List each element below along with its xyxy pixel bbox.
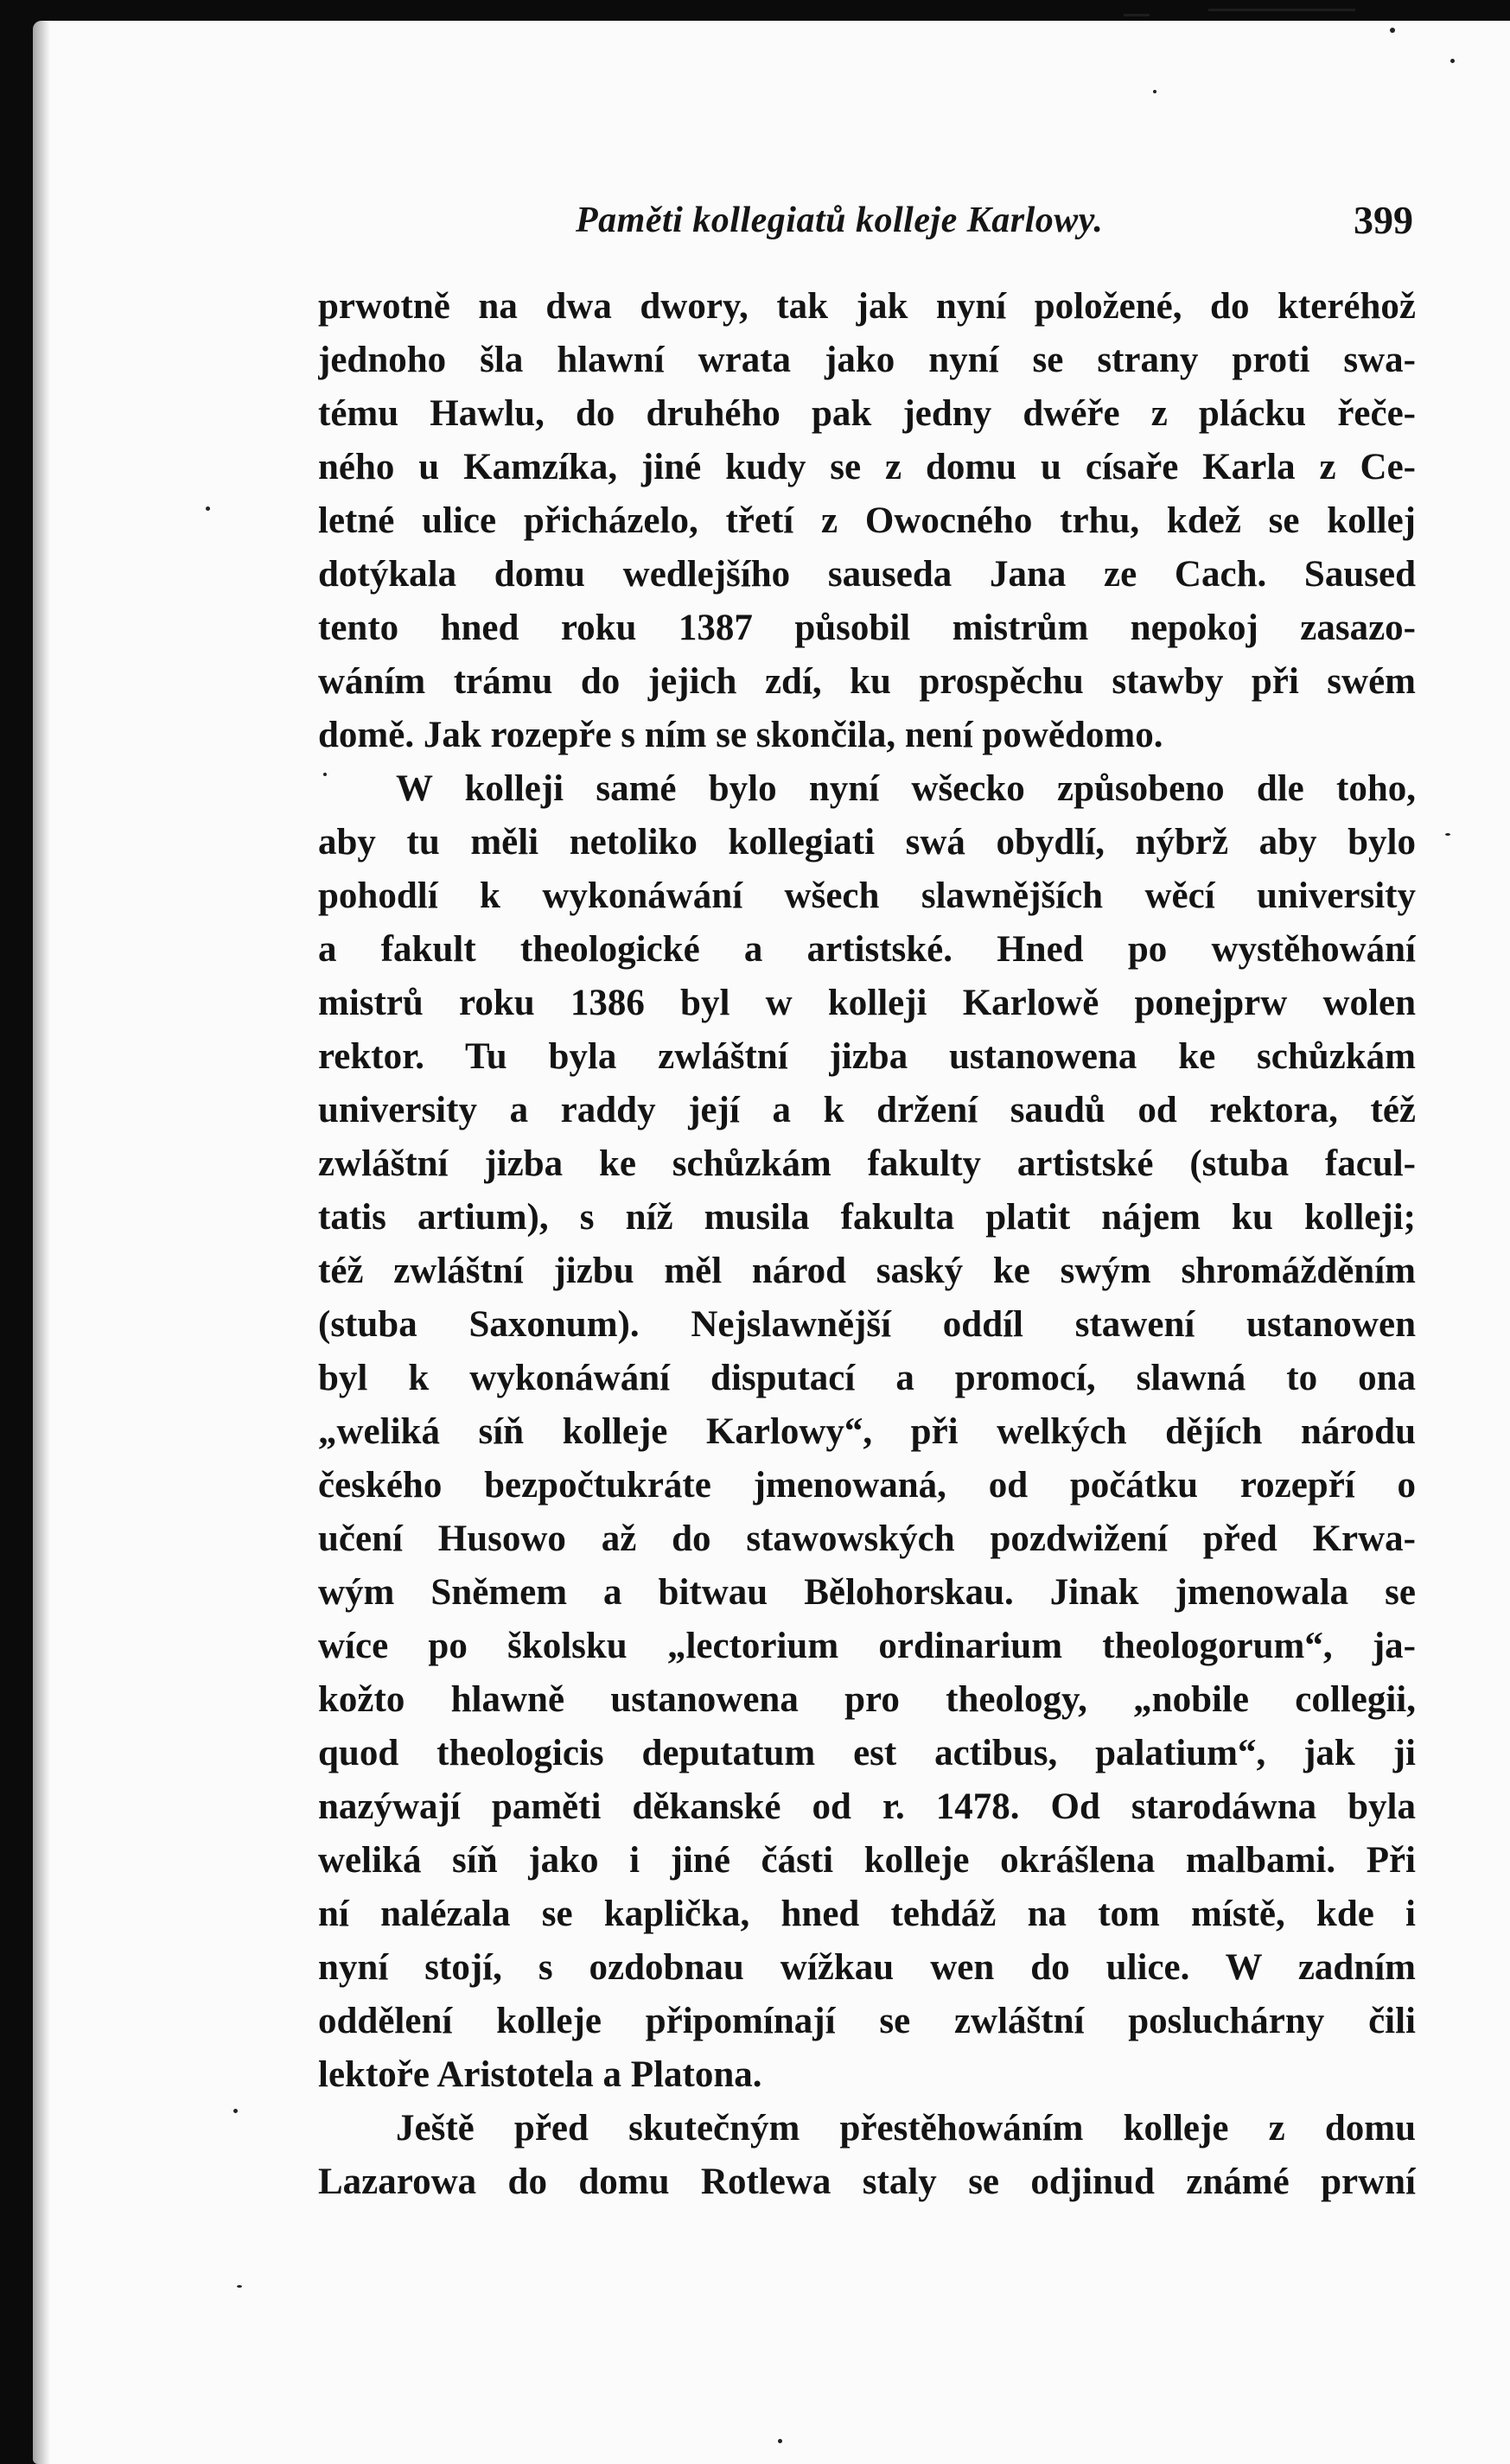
text-line: nazýwají paměti děkanské od r. 1478. Od starodáwna byla [318, 1786, 1416, 1827]
text-line: quod theologicis deputatum est actibus, palatium“, jak ji [318, 1733, 1416, 1773]
text-line: mistrů roku 1386 byl w kolleji Karlowě ponejprw wolen [318, 983, 1416, 1023]
scan-speck [1450, 59, 1455, 63]
scan-speck [206, 506, 210, 511]
scan-speck [778, 2439, 782, 2443]
text-line: učení Husowo až do stawowských pozdwižení před Krwa- [318, 1519, 1416, 1559]
text-line: pohodlí k wykonáwání wšech slawnějších wěcí university [318, 875, 1416, 916]
paragraph-start-line: Ještě před skutečným přestěhowáním kolleje z domu [396, 2108, 1416, 2149]
text-line: též zwláštní jizbu měl národ saský ke swým shromážděním [318, 1251, 1416, 1291]
scan-speck [1445, 833, 1450, 836]
text-line: nyní stojí, s ozdobnau wížkau wen do ulice. W zadním [318, 1947, 1416, 1988]
scan-speck [1390, 28, 1395, 33]
body-text [318, 280, 1416, 2209]
text-line: Lazarowa do domu Rotlewa staly se odjinud známé prwní [318, 2162, 1416, 2202]
text-line: byl k wykonáwání disputací a promocí, slawná to ona [318, 1358, 1416, 1398]
page-header [33, 190, 1510, 251]
text-line: ného u Kamzíka, jiné kudy se z domu u císaře Karla z Ce- [318, 447, 1416, 487]
text-line: university a raddy její a k držení saudů od rektora, též [318, 1090, 1416, 1130]
text-line: ní nalézala se kaplička, hned tehdáž na tom místě, kde i [318, 1894, 1416, 1934]
page-number: 399 [1354, 198, 1413, 242]
text-line: lektoře Aristotela a Platona. [318, 2054, 762, 2095]
text-line: „weliká síň kolleje Karlowy“, při welkých dějích národu [318, 1411, 1416, 1452]
running-title: Paměti kollegiatů kolleje Karlowy. [576, 201, 1104, 240]
text-line: (stuba Saxonum). Nejslawnější oddíl stawení ustanowen [318, 1304, 1416, 1345]
scan-speck [323, 773, 327, 776]
text-line: tatis artium), s níž musila fakulta platit nájem ku kolleji; [318, 1197, 1416, 1238]
text-line: a fakult theologické a artistské. Hned po wystěhowání [318, 929, 1416, 970]
scan-speck [1153, 90, 1156, 93]
scan-mark [1124, 14, 1150, 16]
text-line: aby tu měli netoliko kollegiati swá obydlí, nýbrž aby bylo [318, 822, 1416, 863]
text-line: weliká síň jako i jiné části kolleje okrášlena malbami. Při [318, 1840, 1416, 1881]
text-line: českého bezpočtukráte jmenowaná, od počátku rozepří o [318, 1465, 1416, 1506]
scan-speck [237, 2285, 242, 2288]
scan-speck [233, 2109, 238, 2113]
text-line: kožto hlawně ustanowena pro theology, „nobile collegii, [318, 1679, 1416, 1720]
text-line: wým Sněmem a bitwau Bělohorskau. Jinak jmenowala se [318, 1572, 1416, 1613]
text-line: prwotně na dwa dwory, tak jak nyní položené, do kteréhož [318, 286, 1416, 327]
text-line: wáním trámu do jejich zdí, ku prospěchu stawby při swém [318, 661, 1416, 702]
book-page [33, 21, 1510, 2464]
text-line: dotýkala domu wedlejšího sauseda Jana ze Cach. Saused [318, 554, 1416, 595]
text-line: wíce po školsku „lectorium ordinarium theologorum“, ja- [318, 1626, 1416, 1666]
text-line: oddělení kolleje připomínají se zwláštní posluchárny čili [318, 2001, 1416, 2041]
text-line: tému Hawlu, do druhého pak jedny dwéře z plácku řeče- [318, 393, 1416, 434]
text-line: zwláštní jizba ke schůzkám fakulty artistské (stuba facul- [318, 1143, 1416, 1184]
paragraph-start-line: W kolleji samé bylo nyní wšecko způsobeno dle toho, [396, 768, 1416, 809]
text-line: jednoho šla hlawní wrata jako nyní se strany proti swa- [318, 340, 1416, 380]
page-edge-shadow [33, 21, 50, 2464]
text-line: rektor. Tu byla zwláštní jizba ustanowena ke schůzkám [318, 1036, 1416, 1077]
scan-mark [1208, 9, 1355, 11]
text-line: tento hned roku 1387 působil mistrům nepokoj zasazo- [318, 608, 1416, 648]
text-line: domě. Jak rozepře s ním se skončila, není powědomo. [318, 715, 1163, 755]
text-line: letné ulice přicházelo, třetí z Owocného trhu, kdež se kollej [318, 500, 1416, 541]
